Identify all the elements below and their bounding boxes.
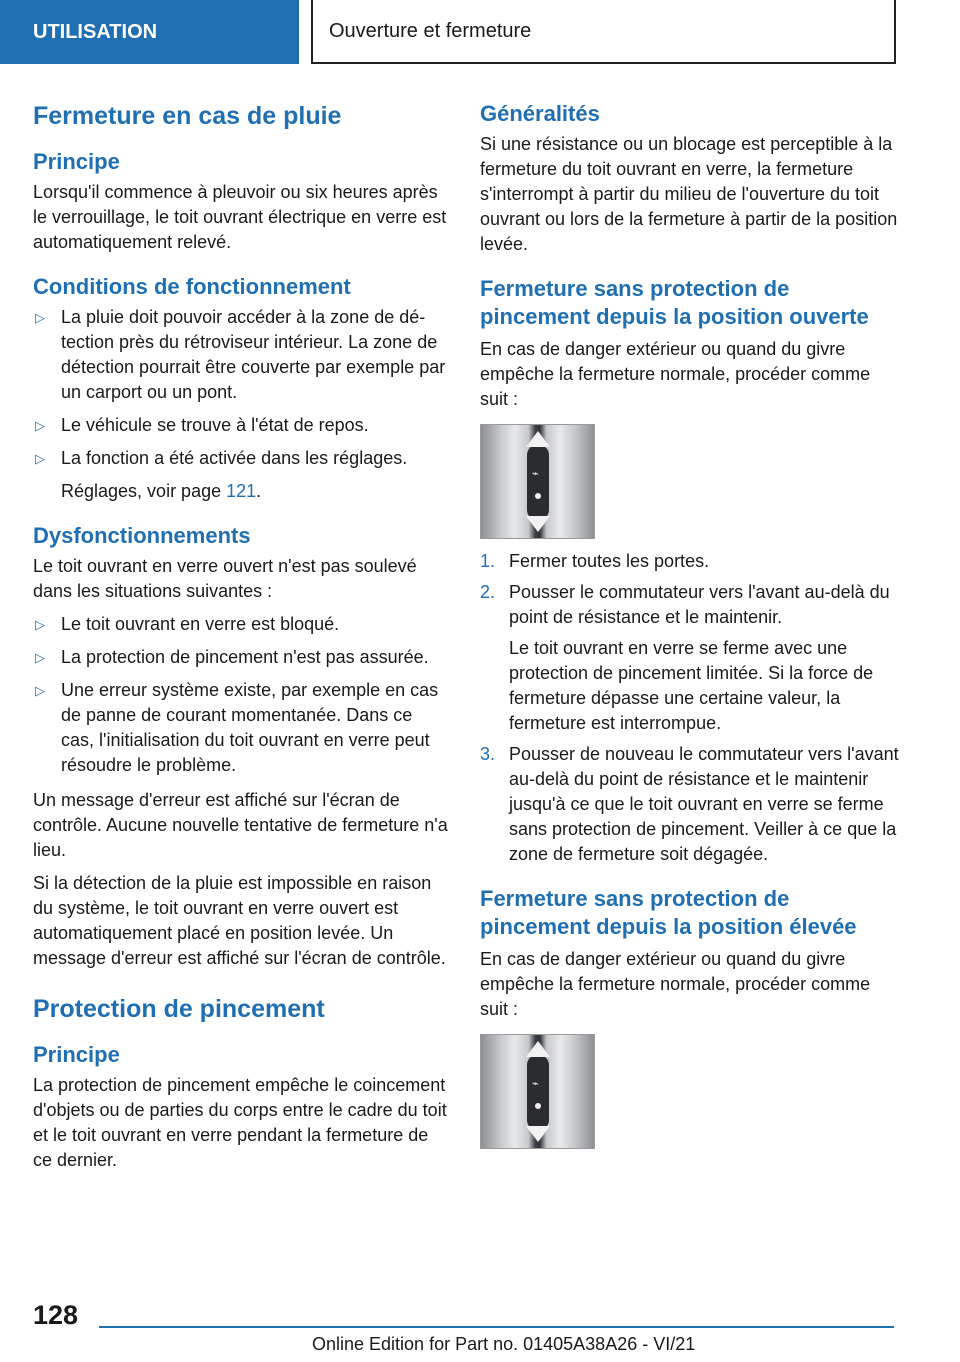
footer-divider: [99, 1326, 894, 1328]
left-column: [33, 100, 448, 1181]
list-item: ▷ La protection de pincement n'est pas assurée.: [33, 645, 448, 670]
roof-switch-image: [480, 1034, 595, 1149]
steps-list: [480, 549, 900, 867]
section-title-pinch-protection: Protection de pincement: [33, 995, 325, 1023]
step-item: 2. Pousser le commutateur vers l'avant au-delà du point de résistance et le maintenir. Le toit ouvrant en verre se ferme avec une protection de pincement limitée. Si la force de fermeture dépasse une certaine valeur, la fermeture est interrompue.: [480, 582, 890, 733]
list-item: ▷ Le véhicule se trouve à l'état de repos.: [33, 413, 448, 438]
sunroof-symbol-icon: ⌁: [532, 1078, 539, 1090]
footer-edition-text: Online Edition for Part no. 01405A38A26 - VI/21: [312, 1334, 696, 1354]
open-position-intro: En cas de danger extérieur ou quand du givre empêche la fermeture normale, procéder comme suit :: [480, 339, 871, 409]
detection-impossible-text: Si la détection de la pluie est impossible en raison du système, le toit ouvrant en verre ouvert est automatiquement placé en position levée. Un message d'erreur est affiché sur l'écran de contrôle.: [33, 873, 446, 968]
sunroof-symbol-icon: ⌁: [532, 468, 539, 480]
indicator-dot-icon: [535, 1103, 541, 1109]
list-item: ▷ La fonction a été activée dans les réglages.: [33, 446, 448, 471]
step-item: 3. Pousser de nouveau le commutateur vers l'avant au-delà du point de résistance et le maintenir jusqu'à ce que le toit ouvrant en verre se ferme sans protection de pincement. Veiller à ce que la zone de fermeture soit dégagée.: [480, 744, 899, 864]
pinch-principle-heading: Principe: [33, 1042, 120, 1067]
arrow-down-icon: [526, 1126, 550, 1142]
indicator-dot-icon: [535, 493, 541, 499]
open-position-heading: Fermeture sans protection de pincement depuis la position ouverte: [480, 276, 869, 329]
page-reference-link[interactable]: 121: [226, 481, 257, 501]
error-message-text: Un message d'erreur est affiché sur l'écran de contrôle. Aucune nouvelle tentative de fermeture n'a lieu.: [33, 790, 448, 860]
general-heading: Généralités: [480, 101, 600, 126]
arrow-down-icon: [526, 516, 550, 532]
roof-switch-image: [480, 424, 595, 539]
triangle-right-icon: ▷: [35, 418, 45, 433]
triangle-right-icon: ▷: [35, 650, 45, 665]
page-number: 128: [33, 1300, 79, 1330]
raised-position-intro: En cas de danger extérieur ou quand du givre empêche la fermeture normale, procéder comme suit :: [480, 949, 871, 1019]
triangle-right-icon: ▷: [35, 310, 45, 325]
raised-position-heading: Fermeture sans protection de pincement depuis la position élevée: [480, 886, 857, 939]
triangle-right-icon: ▷: [35, 451, 45, 466]
malfunctions-list: [33, 612, 448, 778]
triangle-right-icon: ▷: [35, 683, 45, 698]
switch-shape: [527, 445, 549, 520]
malfunctions-heading: Dysfonctionnements: [33, 523, 251, 548]
principle-heading: Principe: [33, 149, 120, 174]
step-item: 1. Fermer toutes les portes.: [480, 551, 710, 571]
header-section-label: UTILISATION: [0, 0, 299, 64]
settings-note: Réglages, voir page 121.: [61, 481, 262, 501]
section-title-rain-closing: Fermeture en cas de pluie: [33, 102, 342, 130]
principle-text: Lorsqu'il commence à pleuvoir ou six heures après le verrouillage, le toit ouvrant électrique en verre est automatiquement relevé.: [33, 182, 447, 252]
conditions-list: [33, 305, 448, 471]
pinch-principle-text: La protection de pincement empêche le coincement d'objets ou de parties du corps entre le cadre du toit et le toit ouvrant en verre pendant la fermeture de ce dernier.: [33, 1075, 447, 1170]
list-item: ▷ Une erreur système existe, par exemple en cas de panne de courant momentanée. Dans ce cas, l'initialisation du toit ouvrant en verre peut résoudre le problème.: [35, 680, 439, 775]
malfunctions-intro: Le toit ouvrant en verre ouvert n'est pas soulevé dans les situations suivantes :: [33, 556, 417, 601]
arrow-up-icon: [526, 1041, 550, 1057]
list-item: ▷ La pluie doit pouvoir accéder à la zone de détection près du rétroviseur intérieur. La zone de détection pourrait être couverte par exemple par un carport ou un pont.: [35, 307, 446, 402]
right-column: [480, 100, 900, 1159]
general-text: Si une résistance ou un blocage est perceptible à la fermeture du toit ouvrant en verre, la fermeture s'interrompt à partir du milieu de l'ouverture du toit ouvrant ou lors de la fermeture à partir de la position levée.: [480, 134, 898, 254]
conditions-heading: Conditions de fonctionnement: [33, 274, 351, 299]
arrow-up-icon: [526, 431, 550, 447]
list-item: ▷ Le toit ouvrant en verre est bloqué.: [33, 612, 448, 637]
switch-shape: [527, 1055, 549, 1130]
header-chapter-title: Ouverture et fermeture: [311, 0, 896, 64]
triangle-right-icon: ▷: [35, 617, 45, 632]
